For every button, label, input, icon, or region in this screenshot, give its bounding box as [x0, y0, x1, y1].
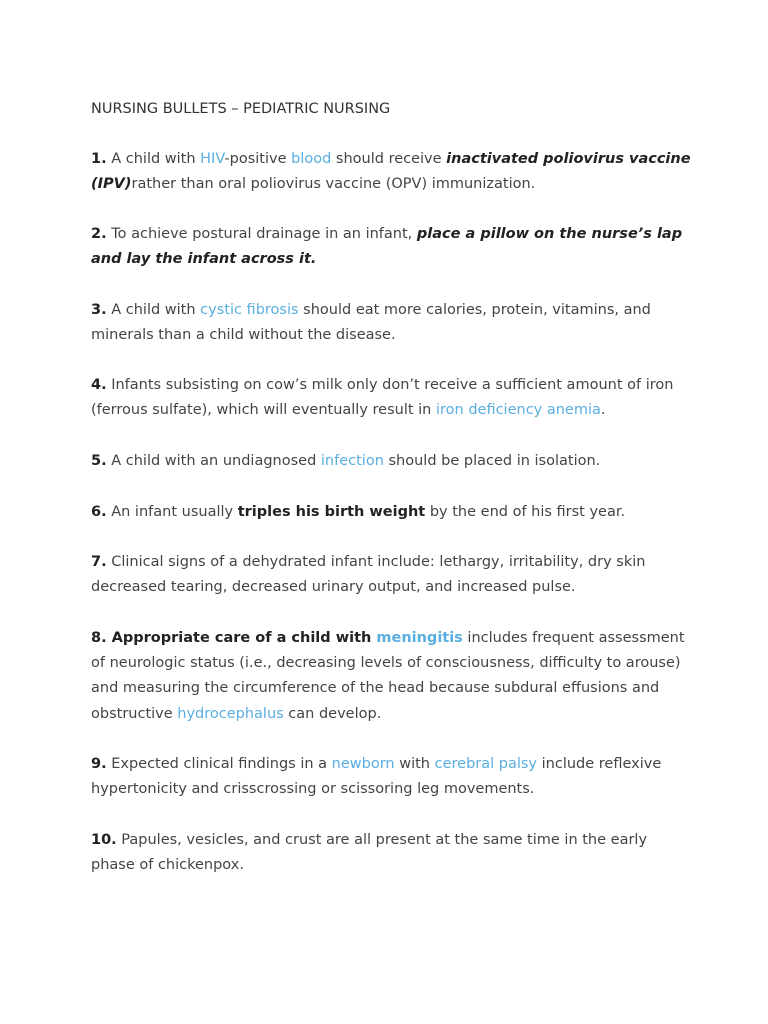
item-text: A child with — [106, 302, 201, 318]
item-text: A child with — [106, 151, 201, 167]
item-text: should eat more calories, protein, vitamins, and minerals than a child without the disease. — [91, 302, 651, 344]
item-text: Infants subsisting on cow’s milk only don’t receive a sufficient amount of iron (ferrous sulfate), which will eventually result in — [91, 377, 674, 419]
document-heading: NURSING BULLETS – PEDIATRIC NURSING — [91, 101, 391, 117]
item-emphasis: place a pillow on the nurse’s lap and lay the infant across it. — [91, 226, 683, 268]
infection-link[interactable]: infection — [320, 453, 384, 469]
hiv-link[interactable]: HIV — [200, 151, 225, 167]
item-number: 10. — [91, 832, 117, 848]
item-number: 8. — [91, 630, 107, 646]
item-text: by the end of his first year. — [425, 504, 626, 520]
bullet-item-7 — [91, 550, 691, 600]
bullet-item-5 — [91, 449, 691, 474]
item-text: An infant usually — [106, 504, 238, 520]
item-number: 5. — [91, 453, 107, 469]
item-text: can develop. — [283, 705, 382, 722]
iron-deficiency-anemia-link[interactable]: iron deficiency anemia — [435, 402, 601, 419]
item-text: . — [600, 402, 606, 419]
meningitis-link[interactable]: meningitis — [376, 630, 463, 646]
bullet-item-2 — [91, 222, 691, 272]
bullet-item-8 — [91, 626, 691, 727]
cerebral-palsy-link[interactable]: cerebral palsy — [434, 756, 538, 772]
bullet-item-10 — [91, 828, 691, 878]
item-text: -positive — [224, 151, 292, 167]
item-number: 4. — [91, 377, 107, 393]
bullet-item-4 — [91, 373, 691, 423]
blood-link[interactable]: blood — [291, 151, 332, 167]
item-text: Clinical signs of a dehydrated infant include: lethargy, irritability, dry skin decreased tearing, decreased urinary output, and increased pulse. — [91, 554, 646, 596]
item-number: 3. — [91, 302, 107, 318]
bullet-item-9 — [91, 752, 691, 802]
item-number: 7. — [91, 554, 107, 570]
item-text: rather than oral poliovirus vaccine (OPV) immunization. — [131, 176, 536, 193]
newborn-link[interactable]: newborn — [331, 756, 395, 772]
hydrocephalus-link[interactable]: hydrocephalus — [177, 705, 284, 722]
item-emphasis: inactivated poliovirus vaccine (IPV) — [91, 151, 691, 193]
bullet-item-6 — [91, 500, 691, 525]
item-text: includes frequent assessment of neurologic status (i.e., decreasing levels of consciousness, difficulty to arouse) and measuring the circumference of the head because subdural effusions and obstructive — [91, 630, 685, 722]
item-text: Papules, vesicles, and crust are all present at the same time in the early phase of chickenpox. — [91, 832, 648, 874]
item-number: 2. — [91, 226, 107, 242]
item-text: To achieve postural drainage in an infant, — [106, 226, 417, 242]
item-text: should be placed in isolation. — [383, 453, 601, 469]
item-text: A child with an undiagnosed — [106, 453, 321, 469]
item-text: should receive — [331, 151, 447, 167]
bullet-item-3 — [91, 298, 691, 348]
item-text: include reflexive hypertonicity and crisscrossing or scissoring leg movements. — [91, 756, 662, 798]
bullet-item-1 — [91, 147, 691, 197]
item-number: 6. — [91, 504, 107, 520]
item-text: with — [394, 756, 435, 772]
cystic-fibrosis-link[interactable]: cystic fibrosis — [200, 302, 299, 318]
item-number: 9. — [91, 756, 107, 772]
item-bold: triples his birth weight — [237, 504, 426, 520]
item-bold: Appropriate care of a child with — [106, 630, 377, 646]
item-text: Expected clinical findings in a — [106, 756, 332, 772]
item-number: 1. — [91, 151, 107, 167]
